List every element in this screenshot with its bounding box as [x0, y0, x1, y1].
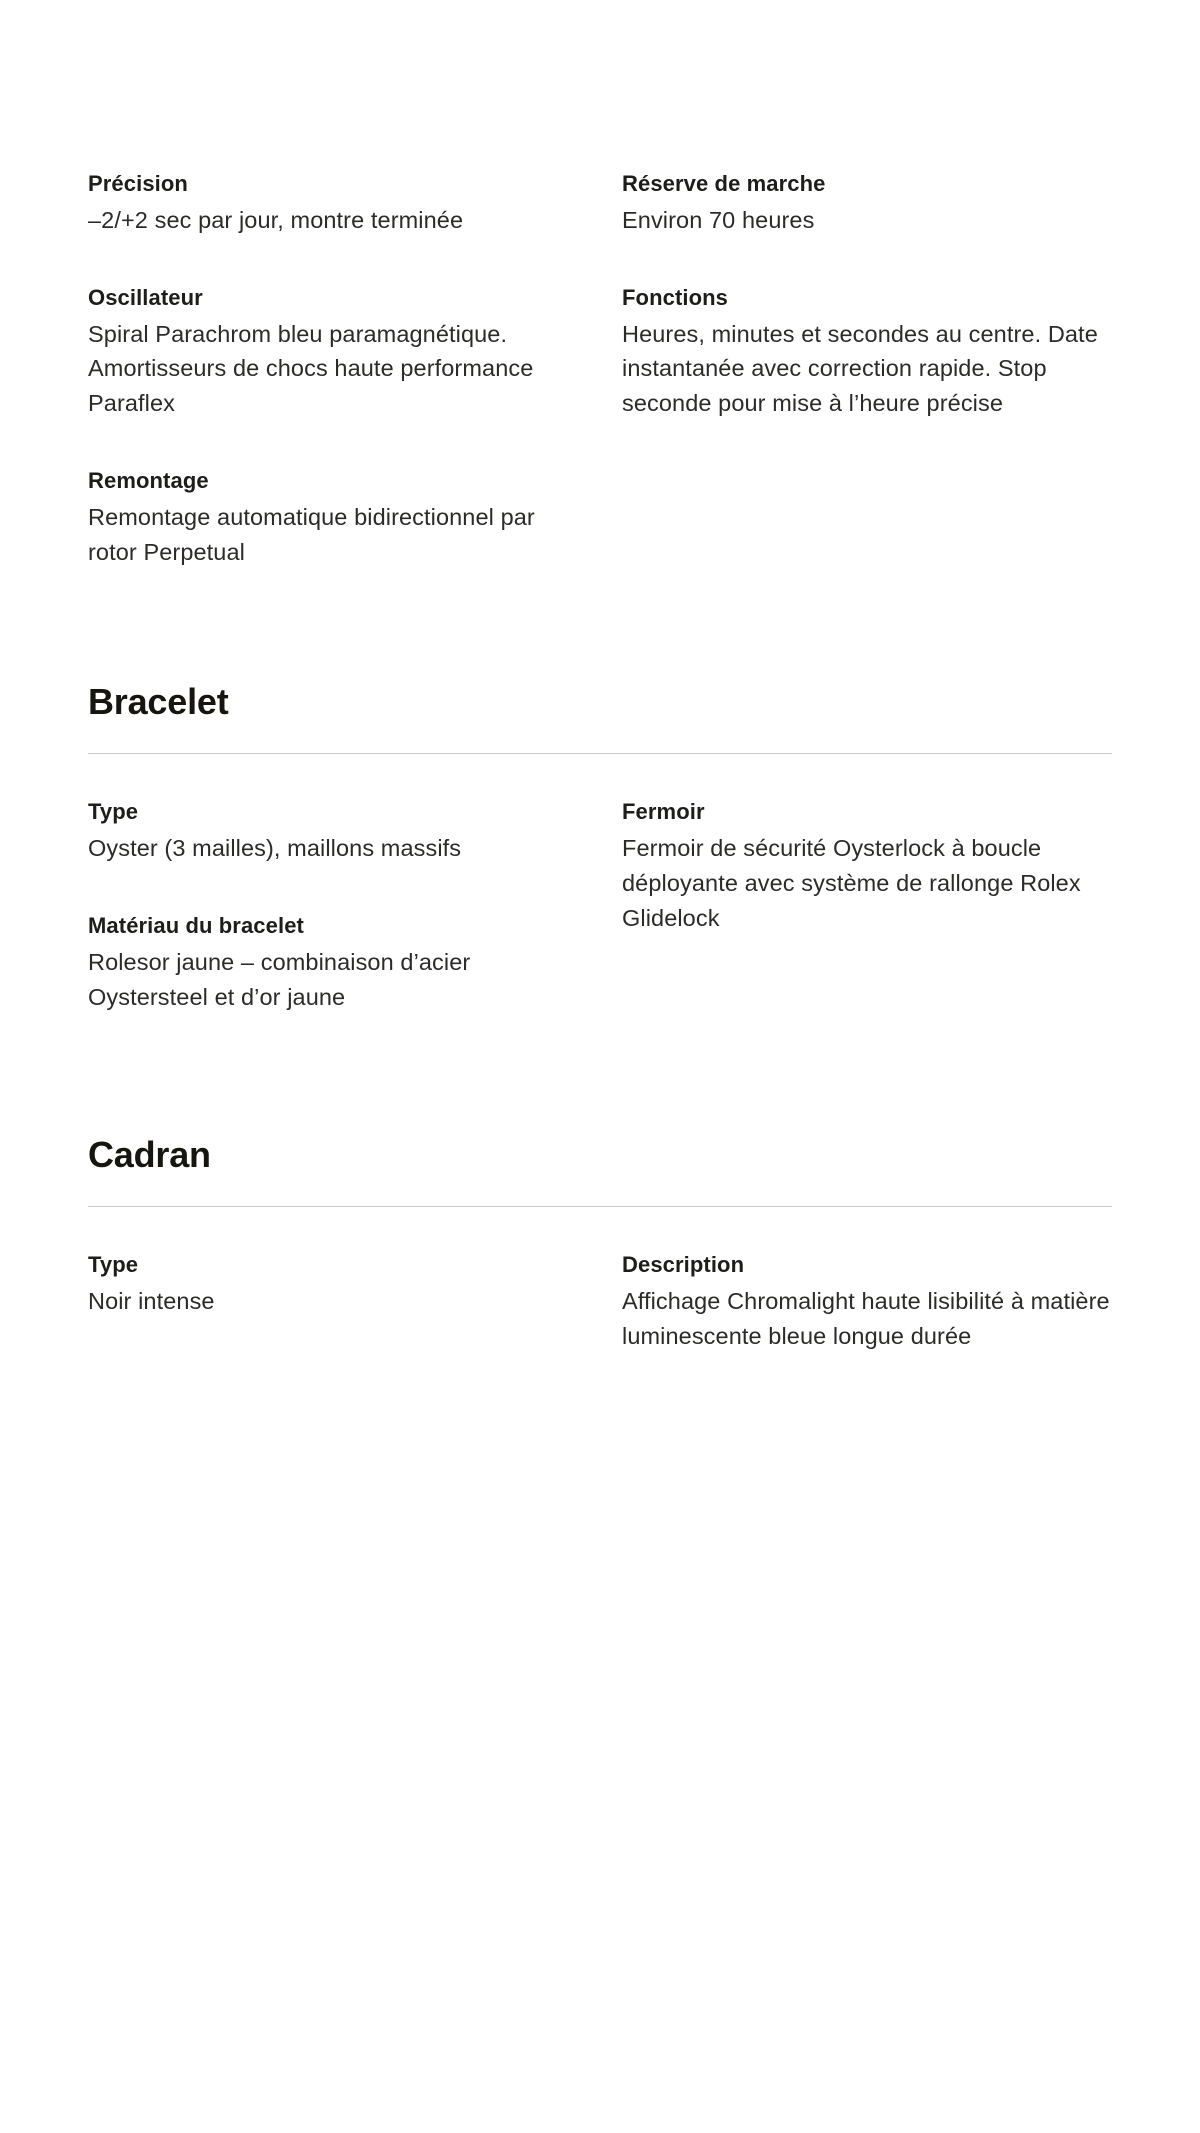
spec-item-bracelet-type: [88, 796, 578, 866]
spec-column-left: [88, 168, 578, 569]
section-title-dial: Cadran: [88, 1134, 211, 1176]
spec-item-winding: [88, 465, 578, 569]
spec-label-bracelet-material: Matériau du bracelet: [88, 912, 304, 938]
spec-value-bracelet-material: Rolesor jaune – combinaison d’acier Oystersteel et d’or jaune: [88, 948, 471, 1010]
spec-value-bracelet-type: Oyster (3 mailles), maillons massifs: [88, 835, 462, 862]
spec-column-right: [622, 168, 1112, 569]
section-title-bracelet: Bracelet: [88, 681, 229, 723]
section-divider-bracelet: [88, 753, 1112, 754]
spec-label-bracelet-type: Type: [88, 799, 139, 825]
spec-item-bracelet-material: [88, 910, 578, 1014]
spec-grid-movement: [88, 168, 1112, 569]
spec-column-left: [88, 796, 578, 1014]
spec-grid-bracelet: [88, 796, 1112, 1014]
spec-column-right: [622, 1249, 1112, 1353]
spec-value-power-reserve: Environ 70 heures: [622, 206, 815, 233]
spec-label-winding: Remontage: [88, 467, 209, 493]
spec-value-functions: Heures, minutes et secondes au centre. Date instantanée avec correction rapide. Stop seconde pour mise à l’heure précise: [622, 320, 1098, 417]
spec-item-oscillator: [88, 282, 578, 421]
spacer-movement-bracelet: [88, 569, 1112, 681]
section-dial: [88, 1134, 1112, 1353]
spec-label-dial-description: Description: [622, 1252, 745, 1278]
spec-item-dial-type: [88, 1249, 578, 1319]
spec-label-dial-type: Type: [88, 1252, 139, 1278]
spec-value-precision: –2/+2 sec par jour, montre terminée: [88, 206, 464, 233]
section-movement: [88, 0, 1112, 569]
spec-column-left: [88, 1249, 578, 1353]
spec-item-dial-description: [622, 1249, 1112, 1353]
section-bracelet: [88, 681, 1112, 1014]
spec-value-winding: Remontage automatique bidirectionnel par rotor Perpetual: [88, 503, 535, 565]
spec-value-dial-description: Affichage Chromalight haute lisibilité à matière luminescente bleue longue durée: [622, 1288, 1110, 1349]
spec-label-oscillator: Oscillateur: [88, 284, 203, 310]
spacer-bracelet-dial: [88, 1014, 1112, 1134]
spec-column-right: [622, 796, 1112, 1014]
spec-value-oscillator: Spiral Parachrom bleu paramagnétique. Amortisseurs de chocs haute performance Paraflex: [88, 320, 534, 417]
spec-value-dial-type: Noir intense: [88, 1288, 215, 1315]
spec-item-power-reserve: [622, 168, 1112, 238]
spec-label-functions: Fonctions: [622, 284, 729, 310]
spec-grid-dial: [88, 1249, 1112, 1353]
spec-label-precision: Précision: [88, 171, 188, 196]
spec-value-clasp: Fermoir de sécurité Oysterlock à boucle déployante avec système de rallonge Rolex Glidelock: [622, 835, 1081, 931]
spec-item-precision: [88, 168, 578, 238]
spec-item-functions: [622, 282, 1112, 421]
spec-label-clasp: Fermoir: [622, 799, 705, 825]
section-divider-dial: [88, 1206, 1112, 1207]
spec-item-clasp: [622, 796, 1112, 935]
spec-label-power-reserve: Réserve de marche: [622, 171, 826, 196]
